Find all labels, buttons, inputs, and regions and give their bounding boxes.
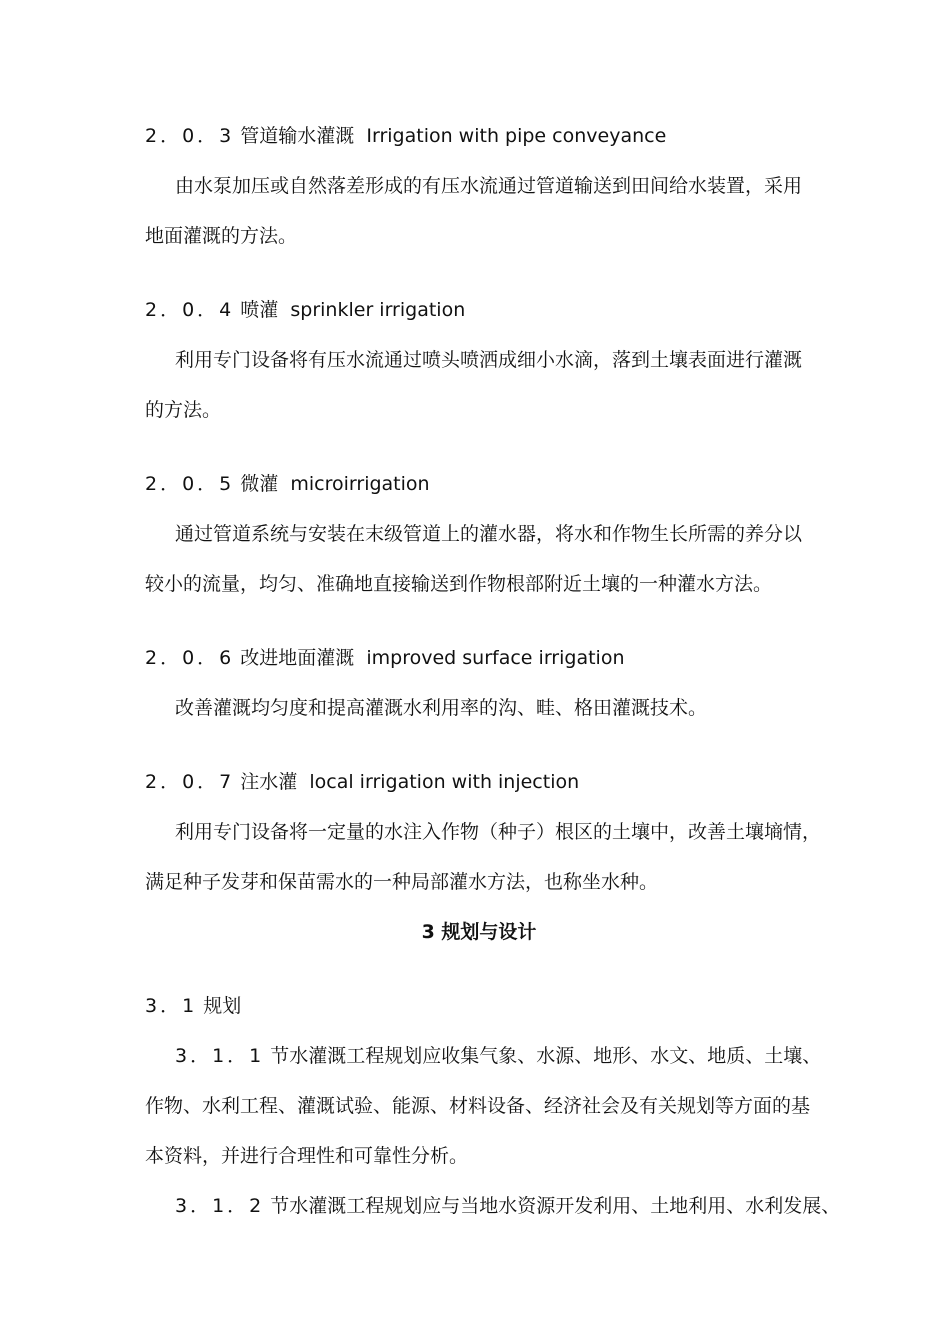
section-heading-2-0-7 — [145, 764, 813, 800]
section-title: 喷灌 — [240, 299, 279, 321]
paragraph-line: 由水泵加压或自然落差形成的有压水流通过管道输送到田间给水装置，采用 — [175, 175, 803, 197]
section-title: 注水灌 — [240, 771, 298, 793]
section-number: 3．1 — [145, 995, 198, 1017]
paragraph-line: 较小的流量，均匀、准确地直接输送到作物根部附近土壤的一种灌水方法。 — [145, 573, 773, 595]
chapter-title: 3 规划与设计 — [421, 921, 537, 943]
clause-number: 3．1．2 — [175, 1195, 265, 1217]
section-title: 规划 — [203, 995, 242, 1017]
document-content — [145, 118, 841, 1224]
paragraph-line: 作物、水利工程、灌溉试验、能源、材料设备、经济社会及有关规划等方面的基 — [145, 1095, 811, 1117]
paragraph-line: 本资料，并进行合理性和可靠性分析。 — [145, 1145, 469, 1167]
section-title-en: microirrigation — [290, 473, 430, 495]
section-title-en: local irrigation with injection — [309, 771, 580, 793]
clause-3-1-1-line — [145, 1038, 822, 1074]
section-heading-3-1 — [145, 988, 813, 1024]
paragraph-line: 利用专门设备将有压水流通过喷头喷洒成细小水滴，落到土壤表面进行灌溉 — [175, 349, 803, 371]
clause-3-1-2-line — [145, 1188, 841, 1224]
paragraph-line: 利用专门设备将一定量的水注入作物（种子）根区的土壤中，改善土壤墒情， — [175, 821, 822, 843]
section-heading-2-0-6 — [145, 640, 813, 676]
section-title-en: sprinkler irrigation — [290, 299, 466, 321]
paragraph-line: 满足种子发芽和保苗需水的一种局部灌水方法，也称坐水种。 — [145, 871, 659, 893]
section-title: 微灌 — [240, 473, 279, 495]
paragraph-line: 改善灌溉均匀度和提高灌溉水利用率的沟、畦、格田灌溉技术。 — [175, 697, 708, 719]
section-heading-2-0-5 — [145, 466, 813, 502]
clause-text: 节水灌溉工程规划应与当地水资源开发利用、土地利用、水利发展、 — [270, 1195, 841, 1217]
paragraph-line: 通过管道系统与安装在末级管道上的灌水器，将水和作物生长所需的养分以 — [175, 523, 803, 545]
paragraph-line: 地面灌溉的方法。 — [145, 225, 298, 247]
section-title: 管道输水灌溉 — [240, 125, 355, 147]
section-title-en: improved surface irrigation — [366, 647, 625, 669]
section-title: 改进地面灌溉 — [240, 647, 355, 669]
paragraph-line: 的方法。 — [145, 399, 222, 421]
section-heading-2-0-4 — [145, 292, 813, 328]
section-number: 2．0．4 — [145, 299, 235, 321]
clause-number: 3．1．1 — [175, 1045, 265, 1067]
section-number: 2．0．6 — [145, 647, 235, 669]
section-title-en: Irrigation with pipe conveyance — [366, 125, 667, 147]
section-number: 2．0．7 — [145, 771, 235, 793]
section-heading-2-0-3 — [145, 118, 813, 154]
section-number: 2．0．3 — [145, 125, 235, 147]
section-number: 2．0．5 — [145, 473, 235, 495]
clause-text: 节水灌溉工程规划应收集气象、水源、地形、水文、地质、土壤、 — [270, 1045, 822, 1067]
